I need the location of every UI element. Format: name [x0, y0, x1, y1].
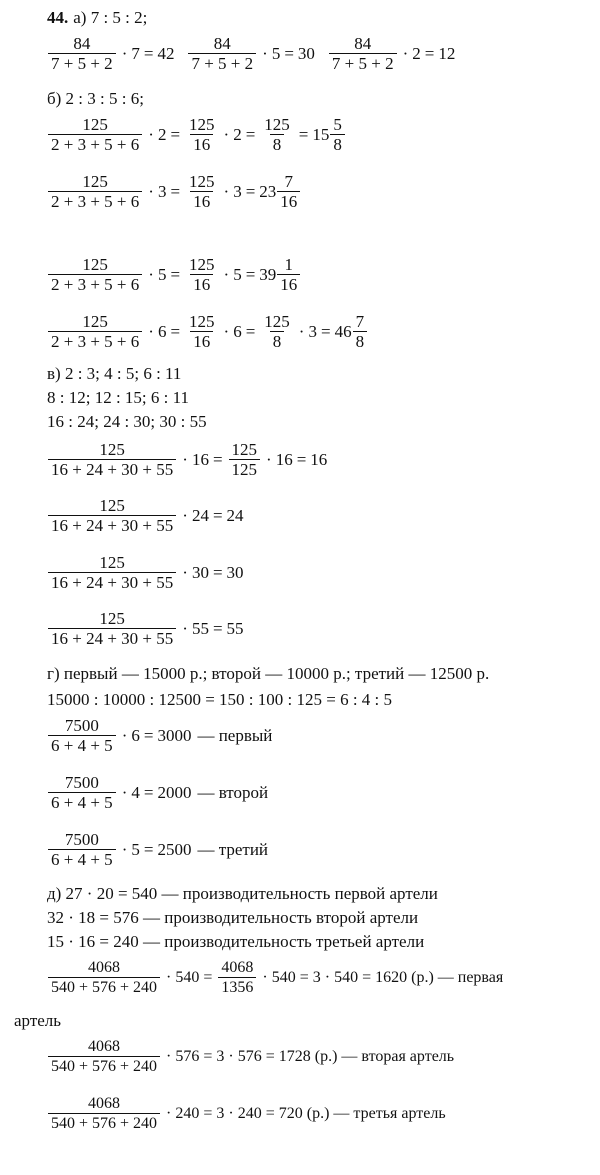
- part-g-ratio: 15000 : 10000 : 12500 = 150 : 100 : 125 = 6 : 4 : 5: [47, 690, 393, 709]
- part-v-line-4: $\frac{125}{16 + 24 + 30 + 55}$ · 55 = 55: [46, 609, 244, 648]
- part-d-eq-2: $\frac{4068}{540 + 576 + 240}$ · 576 = 3 · 576 = 1728 (р.) — вторая артель: [46, 1037, 454, 1076]
- part-d-heading: д) 27 · 20 = 540 — производительность первой артели: [47, 884, 438, 903]
- part-v-ratios-3: 16 : 24; 24 : 30; 30 : 55: [47, 412, 207, 431]
- part-v-line-3: $\frac{125}{16 + 24 + 30 + 55}$ · 30 = 30: [46, 553, 244, 592]
- part-v-line-2: $\frac{125}{16 + 24 + 30 + 55}$ · 24 = 24: [46, 496, 244, 535]
- mixed-number: 46 $\frac{7}{8}$: [335, 312, 370, 351]
- part-g-line-1: $\frac{7500}{6 + 4 + 5}$ · 6 = 3000 — первый: [46, 716, 272, 755]
- part-b-line-1: $\frac{125}{2 + 3 + 5 + 6}$ · 2 = $\frac{125}{16}$ · 2 = $\frac{125}{8}$ = 15 $\frac{5}{8}$: [46, 115, 347, 154]
- part-a-ratio: а) 7 : 5 : 2;: [73, 8, 148, 27]
- part-b-line-4: $\frac{125}{2 + 3 + 5 + 6}$ · 6 = $\frac{125}{16}$ · 6 = $\frac{125}{8}$ · 3 = 46 $\frac{7}{8}$: [46, 312, 369, 351]
- part-a-equations: $\frac{84}{7 + 5 + 2}$ · 7 = 42 $\frac{84}{7 + 5 + 2}$ · 5 = 30 $\frac{84}{7 + 5 + 2}$ · 2 = 12: [46, 34, 455, 73]
- part-d-eq-3: $\frac{4068}{540 + 576 + 240}$ · 240 = 3 · 240 = 720 (р.) — третья артель: [46, 1094, 446, 1133]
- part-v-ratios-2: 8 : 12; 12 : 15; 6 : 11: [47, 388, 189, 407]
- part-d-line-2: 32 · 18 = 576 — производительность второй артели: [47, 908, 419, 927]
- problem-number: 44.: [47, 8, 69, 27]
- part-g-heading: г) первый — 15000 р.; второй — 10000 р.; третий — 12500 р.: [47, 664, 490, 683]
- mixed-number: 15 $\frac{5}{8}$: [312, 115, 347, 154]
- fraction: $\frac{84}{7 + 5 + 2}$: [188, 34, 256, 73]
- part-g-line-3: $\frac{7500}{6 + 4 + 5}$ · 5 = 2500 — третий: [46, 830, 268, 869]
- part-d-line-3: 15 · 16 = 240 — производительность третьей артели: [47, 932, 425, 951]
- part-d-eq-1: $\frac{4068}{540 + 576 + 240}$ · 540 = $\frac{4068}{1356}$ · 540 = 3 · 540 = 1620 (р.) — первая: [46, 958, 503, 997]
- part-b-line-3: $\frac{125}{2 + 3 + 5 + 6}$ · 5 = $\frac{125}{16}$ · 5 = 39 $\frac{1}{16}$: [46, 255, 302, 294]
- part-g-line-2: $\frac{7500}{6 + 4 + 5}$ · 4 = 2000 — второй: [46, 773, 268, 812]
- mixed-number: 39 $\frac{1}{16}$: [259, 255, 302, 294]
- mixed-number: 23 $\frac{7}{16}$: [259, 172, 302, 211]
- part-d-wrap: артель: [14, 1011, 62, 1030]
- part-a-heading: [47, 8, 147, 28]
- part-v-line-1: $\frac{125}{16 + 24 + 30 + 55}$ · 16 = $\frac{125}{125}$ · 16 = 16: [46, 440, 327, 479]
- part-v-heading: в) 2 : 3; 4 : 5; 6 : 11: [47, 364, 182, 383]
- fraction: $\frac{84}{7 + 5 + 2}$: [48, 34, 116, 73]
- fraction: $\frac{84}{7 + 5 + 2}$: [329, 34, 397, 73]
- part-b-line-2: $\frac{125}{2 + 3 + 5 + 6}$ · 3 = $\frac{125}{16}$ · 3 = 23 $\frac{7}{16}$: [46, 172, 302, 211]
- part-b-heading: б) 2 : 3 : 5 : 6;: [47, 89, 144, 108]
